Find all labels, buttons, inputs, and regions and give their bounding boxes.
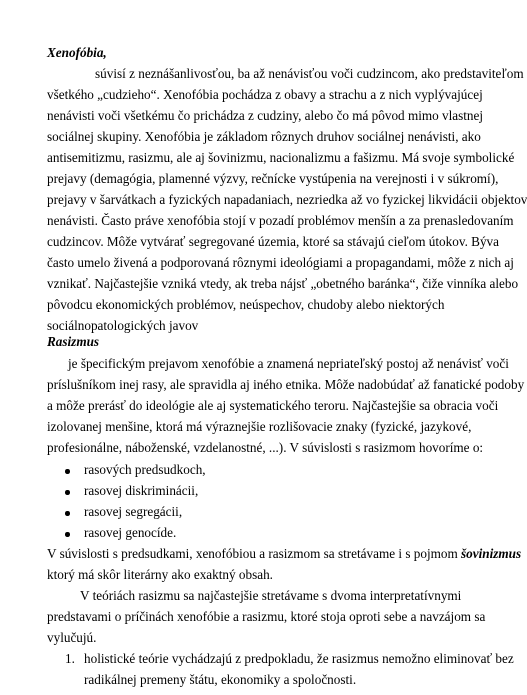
numbered-item-line: holistické teórie vychádzajú z predpokladu, že rasizmus nemožno eliminovať bez <box>84 651 514 666</box>
paragraph-line: súvisí z neznášanlivosťou, ba až nenávisťou voči cudzincom, ako predstaviteľom <box>95 66 524 81</box>
paragraph-line: často umelo živená a podporovaná rôznymi ideológiami a propagandami, môže z nich aj <box>47 255 514 270</box>
paragraph-line: nenávisti. Často práve xenofóbia stojí v pozadí problémov menšín a za prenasledovaním <box>47 213 514 228</box>
section-title-rasizmus: Rasizmus <box>47 334 100 349</box>
paragraph-line: sociálnopatologických javov <box>47 318 199 333</box>
paragraph-text: V súvislosti s predsudkami, xenofóbiou a rasizmom sa stretávame i s pojmom <box>47 546 458 561</box>
paragraph-line: a môže prerásť do ideológie ale aj systematického teroru. Najčastejšie sa obracia voči <box>47 398 499 413</box>
bullet-dot-icon <box>65 532 70 537</box>
paragraph-line: profesionálne, náboženské, vzdelanostné, ...). V súvislosti s rasizmom hovoríme o: <box>47 440 484 455</box>
paragraph-line: pôvodcu ekonomických problémov, neúspechov, chudoby alebo niektorých <box>47 297 445 312</box>
section-title-suffix: , <box>103 45 107 60</box>
bullet-item: rasových predsudkoch, <box>84 462 206 477</box>
paragraph-line: prejavy v šarvátkach a fyzických napadaniach, nezriedka až vo fyzickej likvidácii objektov <box>47 192 527 207</box>
paragraph-line: vznikať. Najčastejšie vzniká vtedy, ak treba nájsť „obetného baránka“, čiže vinníka alebo <box>47 276 519 291</box>
list-number: 1. <box>65 651 75 666</box>
numbered-item-line: radikálnej premeny štátu, ekonomiky a spoločnosti. <box>84 672 357 687</box>
paragraph-line: všetkého „cudzieho“. Xenofóbia pochádza z obavy a strachu a z nich vyplývajúcej <box>47 87 483 102</box>
section-title-xenofobia <box>47 45 107 61</box>
section-title-text: Xenofóbia <box>47 45 104 60</box>
paragraph-line: V teóriách rasizmu sa najčastejšie stretávame s dvoma interpretatívnymi <box>80 588 462 603</box>
paragraph-line: izolovanej menšine, ktorá má výraznejšie rozlišovacie znaky (fyzické, jazykové, <box>47 419 472 434</box>
paragraph-line: príslušníkom inej rasy, ale spravidla aj iného etnika. Môže nadobúdať až fanatické podoby <box>47 377 525 392</box>
bullet-dot-icon <box>65 469 70 474</box>
bullet-item: rasovej segregácii, <box>84 504 183 519</box>
paragraph-line <box>47 546 521 562</box>
paragraph-line: cudzincov. Môže vytvárať segregované územia, ktoré sa stávajú cieľom útokov. Býva <box>47 234 500 249</box>
paragraph-line: antisemitizmu, rasizmu, ale aj šovinizmu, nacionalizmu a fašizmu. Má svoje symbolické <box>47 150 515 165</box>
bullet-dot-icon <box>65 490 70 495</box>
paragraph-line: sociálnej skupiny. Xenofóbia je základom rôznych druhov sociálnej nenávisti, ako <box>47 129 481 144</box>
paragraph-line: je špecifickým prejavom xenofóbie a znamená nepriateľský postoj až nenávisť voči <box>68 356 509 371</box>
bullet-item: rasovej genocíde. <box>84 525 177 540</box>
paragraph-line: nenávisti voči všetkému čo prichádza z cudziny, alebo čo má pôvod mimo vlastnej <box>47 108 484 123</box>
paragraph-line: prejavy (demagógia, plamenné výzvy, rečnícke vystúpenia na verejnosti i v súkromí), <box>47 171 499 186</box>
bullet-item: rasovej diskriminácii, <box>84 483 199 498</box>
paragraph-line: ktorý má skôr literárny ako exaktný obsah. <box>47 567 273 582</box>
paragraph-line: predstavami o príčinách xenofóbie a rasizmu, ktoré stoja oproti sebe a navzájom sa <box>47 609 486 624</box>
bold-term-sovinizmus: šovinizmus <box>461 546 522 561</box>
paragraph-line: vylučujú. <box>47 630 97 645</box>
bullet-dot-icon <box>65 511 70 516</box>
